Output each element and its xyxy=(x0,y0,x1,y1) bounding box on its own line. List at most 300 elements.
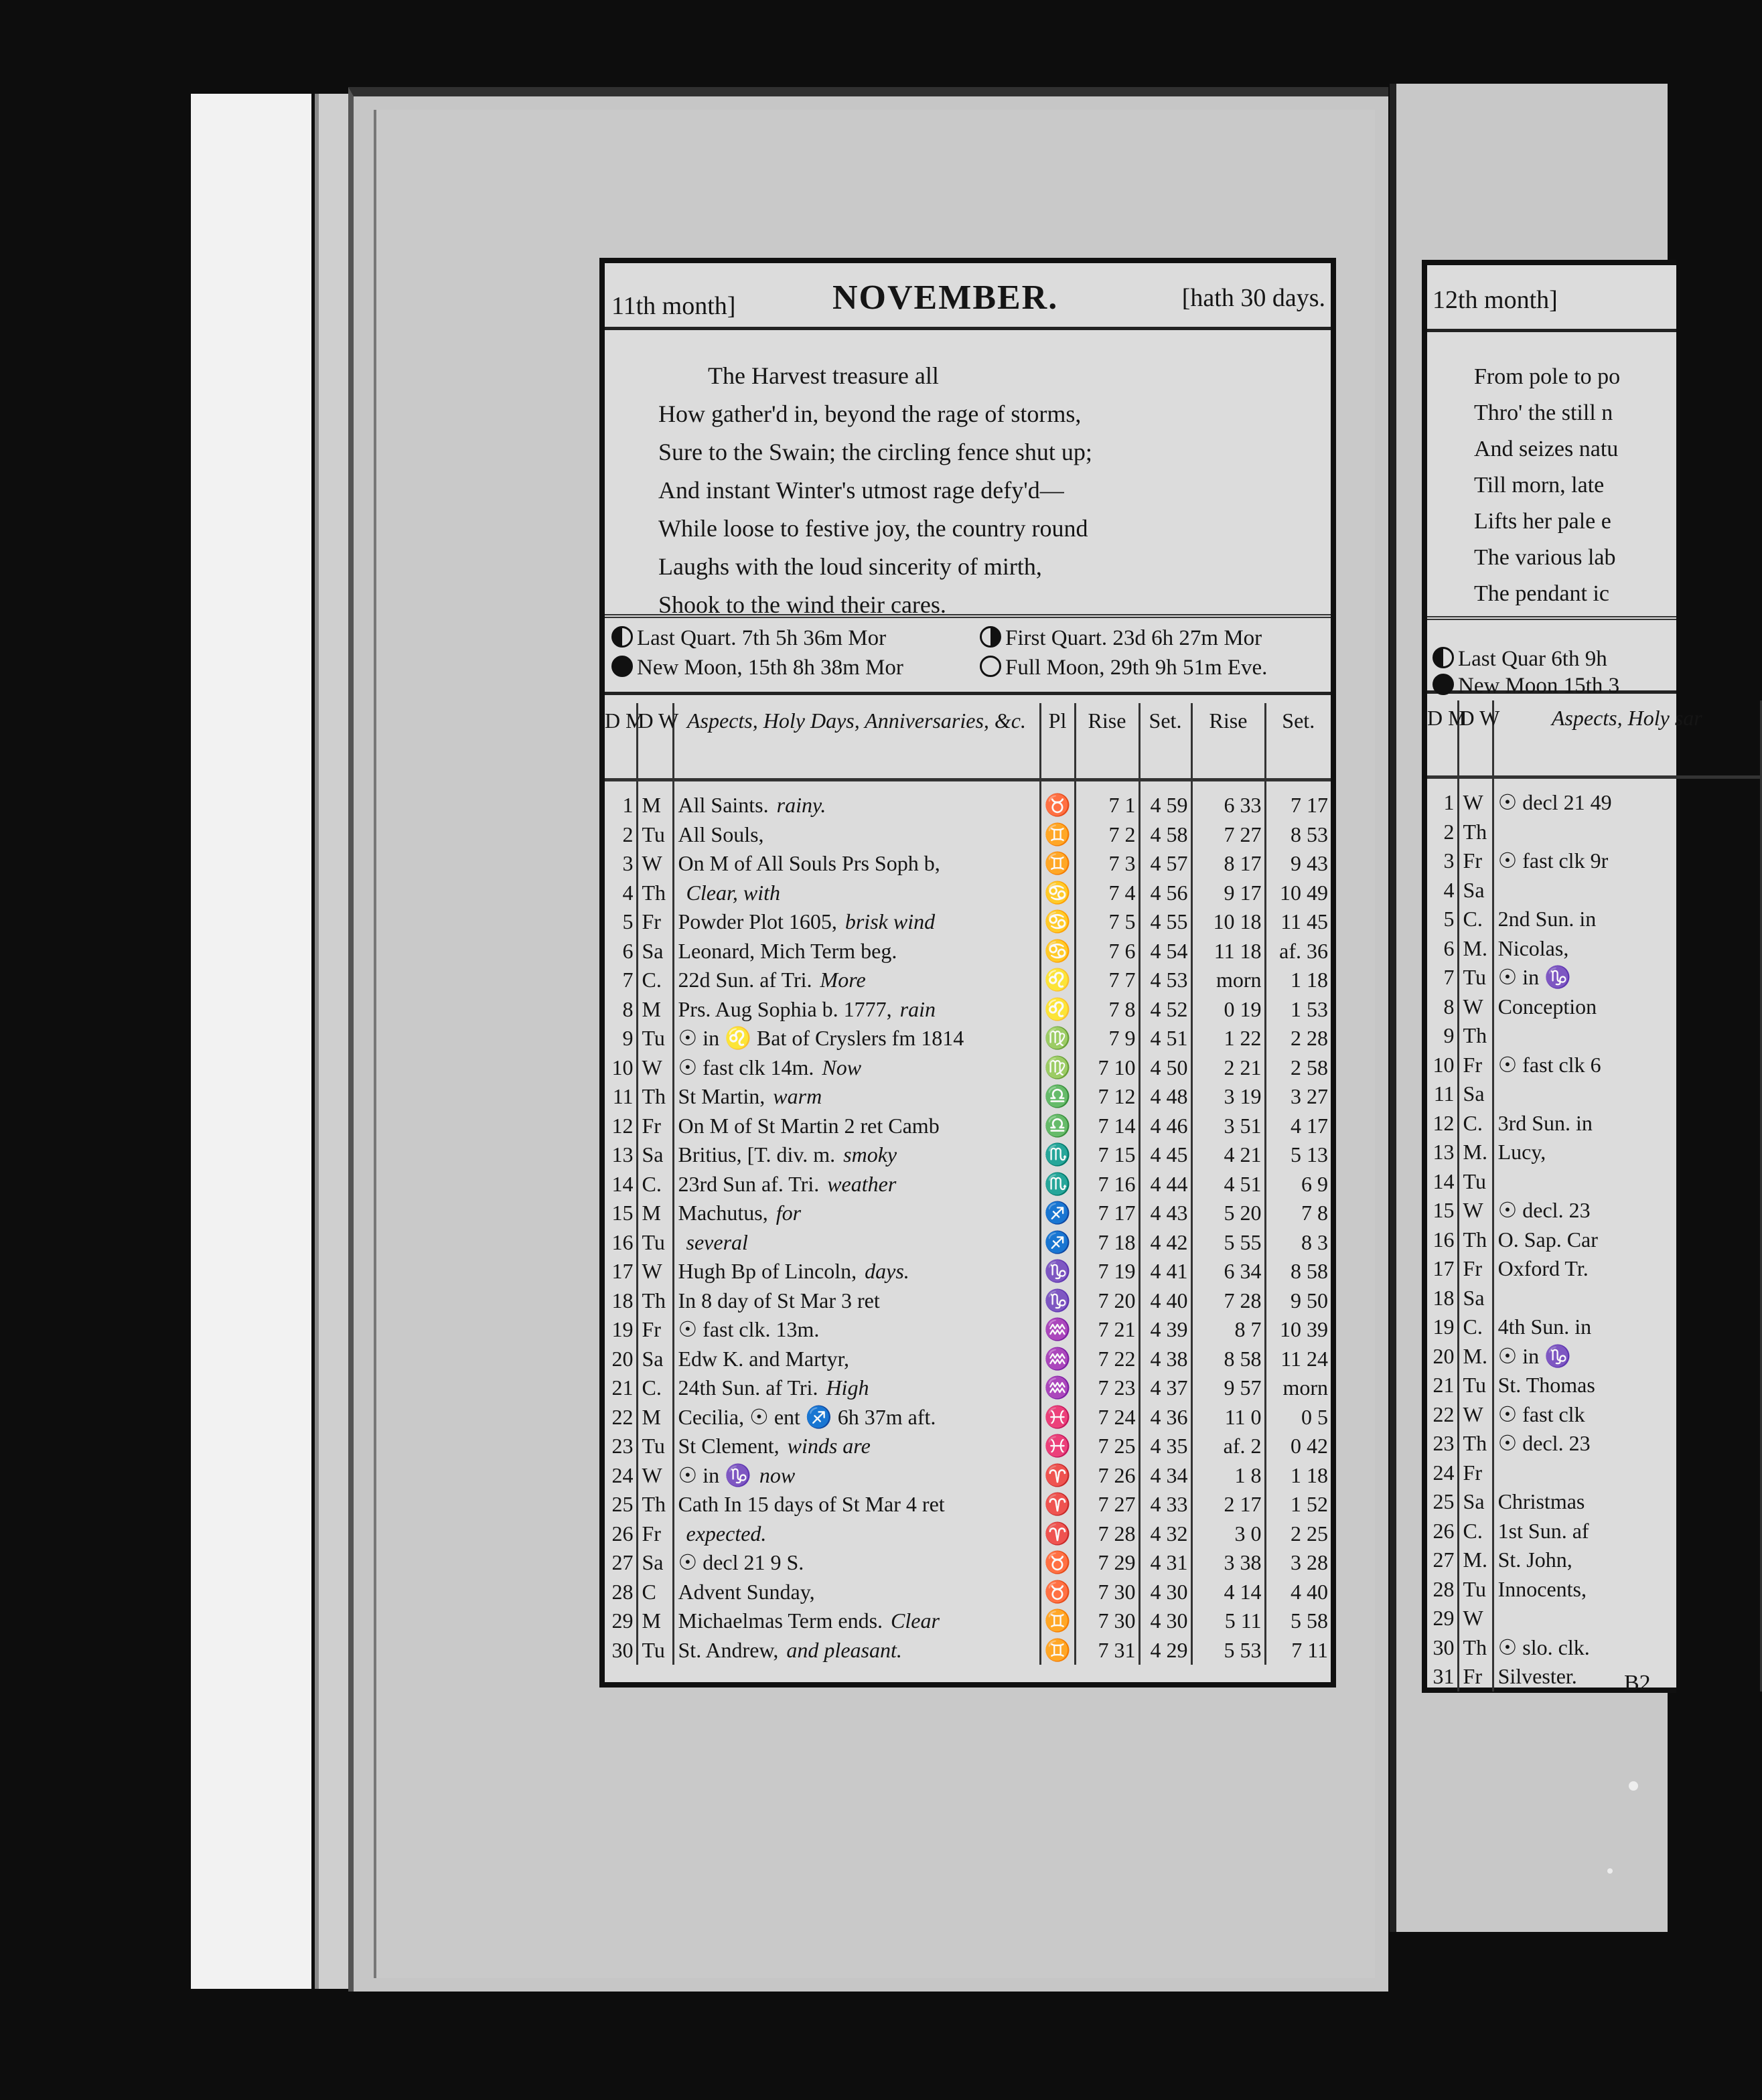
aspects-cell xyxy=(673,995,1040,1025)
sun-set-cell: 4 30 xyxy=(1139,1606,1191,1636)
table-row xyxy=(1427,1051,1761,1080)
day-of-week: Sa xyxy=(637,1345,673,1374)
day-of-month: 21 xyxy=(605,1373,637,1403)
day-of-week: Th xyxy=(637,879,673,908)
table-row xyxy=(605,937,1331,966)
day-of-month: 23 xyxy=(605,1432,637,1461)
day-of-month: 25 xyxy=(605,1490,637,1519)
page-edge xyxy=(315,94,352,1989)
aspects-cell xyxy=(673,1490,1040,1519)
moon-set-cell: 7 17 xyxy=(1291,793,1328,817)
poem-line: From pole to po xyxy=(1474,364,1621,389)
moon-set-cell: 11 24 xyxy=(1280,1346,1328,1371)
table-row xyxy=(1427,876,1761,905)
aspect-text: St Clement, xyxy=(678,1434,780,1458)
day-of-month: 28 xyxy=(1427,1575,1458,1604)
moon-set-cell: 11 45 xyxy=(1280,909,1328,933)
aspect-text: In 8 day of St Mar 3 ret xyxy=(678,1288,880,1312)
day-of-month: 3 xyxy=(1427,846,1458,876)
sun-rise-cell: 7 22 xyxy=(1075,1345,1139,1374)
table-row xyxy=(605,1170,1331,1199)
month-number: 11th month] xyxy=(611,292,736,320)
table-row xyxy=(605,1490,1331,1519)
moon-set-cell: morn xyxy=(1282,1375,1328,1400)
day-of-week: M. xyxy=(1458,1342,1493,1371)
aspect-text: All Saints. xyxy=(678,793,769,817)
phase-full-moon xyxy=(980,656,1267,680)
moon-set-cell: 4 40 xyxy=(1291,1579,1328,1604)
phase-text: New Moon 15th 3 xyxy=(1458,674,1620,698)
day-of-week: Tu xyxy=(1458,1167,1493,1197)
sun-rise-cell: 7 23 xyxy=(1075,1373,1139,1403)
day-of-month: 11 xyxy=(1427,1079,1458,1109)
aspects-cell: 4th Sun. in xyxy=(1493,1312,1761,1342)
table-row xyxy=(1427,963,1761,992)
almanac-header xyxy=(1427,265,1676,332)
aspects-cell: 1st Sun. af xyxy=(1493,1517,1761,1546)
sun-rise-cell: 7 25 xyxy=(1075,1432,1139,1461)
aspect-text: ☉ fast clk. 13m. xyxy=(678,1317,820,1341)
aspects-cell xyxy=(673,1606,1040,1636)
day-of-month: 6 xyxy=(605,937,637,966)
aspects-cell xyxy=(673,1345,1040,1374)
moon-rise-cell: 11 0 xyxy=(1191,1403,1265,1432)
moon-rise-cell: 11 18 xyxy=(1191,937,1265,966)
day-of-month: 9 xyxy=(605,1024,637,1053)
table-row xyxy=(1427,1225,1761,1255)
sun-set-cell: 4 31 xyxy=(1139,1548,1191,1578)
aspect-text: ☉ decl 21 9 S. xyxy=(678,1550,804,1574)
moon-rise-cell: 5 55 xyxy=(1191,1228,1265,1258)
aspect-text: ☉ fast clk 14m. xyxy=(678,1055,814,1079)
phase-text: Last Quart. 7th 5h 36m Mor xyxy=(637,626,887,650)
table-row xyxy=(1427,1079,1761,1109)
new-moon-icon xyxy=(1433,674,1454,695)
aspects-cell: Innocents, xyxy=(1493,1575,1761,1604)
aspects-cell: Nicolas, xyxy=(1493,934,1761,964)
planet-sign: ♋ xyxy=(1040,907,1075,937)
aspect-text: 22d Sun. af Tri. xyxy=(678,968,812,992)
aspects-cell xyxy=(673,1578,1040,1607)
aspect-text: St. Andrew, xyxy=(678,1637,779,1662)
phase-new-moon xyxy=(1433,672,1676,699)
col-day-week: D W xyxy=(637,703,673,780)
phase-last-quarter xyxy=(611,626,886,651)
day-of-week: M. xyxy=(1458,1138,1493,1167)
table-row xyxy=(605,1228,1331,1258)
sun-rise-cell: 7 16 xyxy=(1075,1170,1139,1199)
day-of-month: 8 xyxy=(1427,992,1458,1022)
day-of-month: 24 xyxy=(1427,1458,1458,1488)
table-row xyxy=(605,1578,1331,1607)
day-of-month: 14 xyxy=(1427,1167,1458,1197)
table-row xyxy=(605,1024,1331,1053)
day-of-week: Th xyxy=(637,1082,673,1112)
poem-line: And seizes natu xyxy=(1474,437,1619,461)
planet-sign: ♓ xyxy=(1040,1403,1075,1432)
sun-rise-cell: 7 30 xyxy=(1075,1606,1139,1636)
sun-rise-cell: 7 19 xyxy=(1075,1257,1139,1286)
last-quarter-moon-icon xyxy=(611,626,633,648)
moon-set-cell: 5 58 xyxy=(1291,1608,1328,1633)
day-of-week: Sa xyxy=(637,1548,673,1578)
day-of-month: 15 xyxy=(1427,1196,1458,1225)
day-of-week: W xyxy=(1458,777,1493,818)
moon-set-cell: 1 53 xyxy=(1291,996,1328,1021)
day-of-month: 22 xyxy=(1427,1400,1458,1430)
december-almanac xyxy=(1422,260,1702,1693)
aspects-cell: 2nd Sun. in xyxy=(1493,905,1761,934)
table-row xyxy=(1427,1167,1761,1197)
planet-sign: ♒ xyxy=(1040,1373,1075,1403)
signature-mark: B2 xyxy=(1624,1671,1651,1696)
sun-rise-cell: 7 15 xyxy=(1075,1140,1139,1170)
table-row xyxy=(605,1257,1331,1286)
aspects-cell xyxy=(673,1228,1040,1258)
moon-rise-cell: 5 20 xyxy=(1191,1199,1265,1228)
sun-rise-cell: 7 20 xyxy=(1075,1286,1139,1316)
new-moon-icon xyxy=(611,656,633,677)
weather-note: Clear, with xyxy=(686,880,780,905)
day-of-month: 10 xyxy=(1427,1051,1458,1080)
month-title: NOVEMBER. xyxy=(832,279,1059,317)
table-row xyxy=(605,1315,1331,1345)
moon-set-cell: 8 3 xyxy=(1301,1229,1328,1254)
day-of-month: 2 xyxy=(1427,818,1458,847)
moon-rise-cell: 7 27 xyxy=(1191,820,1265,850)
aspects-cell: Conception xyxy=(1493,992,1761,1022)
speck xyxy=(1629,1781,1638,1791)
table-row xyxy=(1427,1196,1761,1225)
day-of-week: Tu xyxy=(637,1432,673,1461)
day-of-week: Tu xyxy=(637,1024,673,1053)
table-row xyxy=(1427,934,1761,964)
weather-note: and pleasant. xyxy=(786,1637,902,1662)
moon-rise-cell: 9 57 xyxy=(1191,1373,1265,1403)
moon-set-cell: 10 39 xyxy=(1280,1317,1328,1341)
table-row xyxy=(605,1606,1331,1636)
aspects-cell: ☉ decl. 23 xyxy=(1493,1196,1761,1225)
aspects-cell xyxy=(673,849,1040,879)
day-of-month: 30 xyxy=(605,1636,637,1665)
day-of-month: 8 xyxy=(605,995,637,1025)
day-of-week: M xyxy=(637,995,673,1025)
day-of-month: 2 xyxy=(605,820,637,850)
moon-set-cell: 2 58 xyxy=(1291,1055,1328,1079)
poem-line: Shook to the wind their cares. xyxy=(658,591,946,618)
sun-rise-cell: 7 7 xyxy=(1075,966,1139,995)
sun-set-cell: 4 33 xyxy=(1139,1490,1191,1519)
day-of-week: Tu xyxy=(637,820,673,850)
table-row xyxy=(605,1112,1331,1141)
weather-note: winds are xyxy=(787,1434,871,1458)
aspect-text: St Martin, xyxy=(678,1084,765,1108)
day-of-week: Th xyxy=(637,1286,673,1316)
day-of-week: Fr xyxy=(637,1519,673,1549)
sun-rise-cell: 7 1 xyxy=(1075,780,1139,820)
planet-sign: ♉ xyxy=(1040,1578,1075,1607)
table-row xyxy=(1427,818,1761,847)
day-of-week: W xyxy=(1458,1400,1493,1430)
moon-rise-cell: 6 34 xyxy=(1191,1257,1265,1286)
aspect-text: ☉ in ♌ Bat of Cryslers fm 1814 xyxy=(678,1026,964,1050)
moon-set-cell: 3 28 xyxy=(1291,1550,1328,1574)
col-aspects: Aspects, Holy Days, Anniversaries, &c. xyxy=(673,703,1040,780)
day-of-month: 27 xyxy=(605,1548,637,1578)
moon-rise-cell: 5 11 xyxy=(1191,1606,1265,1636)
sun-set-cell: 4 36 xyxy=(1139,1403,1191,1432)
weather-note: for xyxy=(776,1201,802,1225)
day-of-week: M. xyxy=(1458,934,1493,964)
planet-sign: ♋ xyxy=(1040,879,1075,908)
day-of-week: Tu xyxy=(1458,963,1493,992)
table-row xyxy=(605,995,1331,1025)
weather-note: several xyxy=(686,1229,748,1254)
day-of-month: 16 xyxy=(605,1228,637,1258)
aspects-cell xyxy=(673,966,1040,995)
moon-rise-cell: 2 21 xyxy=(1191,1053,1265,1083)
day-of-week: W xyxy=(637,1053,673,1083)
day-of-month: 9 xyxy=(1427,1021,1458,1051)
table-row xyxy=(1427,1254,1761,1284)
table-row xyxy=(605,907,1331,937)
day-of-week: Th xyxy=(1458,1225,1493,1255)
table-row xyxy=(605,1199,1331,1228)
table-row xyxy=(1427,1021,1761,1051)
day-of-week: W xyxy=(637,849,673,879)
sun-set-cell: 4 45 xyxy=(1139,1140,1191,1170)
day-of-week: Tu xyxy=(637,1636,673,1665)
planet-sign: ♐ xyxy=(1040,1199,1075,1228)
aspects-cell xyxy=(673,1315,1040,1345)
aspect-text: Advent Sunday, xyxy=(678,1579,815,1604)
days-count: [hath 30 days. xyxy=(1181,284,1325,312)
day-of-week: W xyxy=(1458,1604,1493,1633)
aspects-cell xyxy=(673,1053,1040,1083)
col-sun-set: Set. xyxy=(1139,703,1191,780)
aspects-cell xyxy=(673,1461,1040,1491)
sun-set-cell: 4 50 xyxy=(1139,1053,1191,1083)
phase-last-quarter xyxy=(1433,646,1676,672)
day-of-week: W xyxy=(637,1257,673,1286)
sun-rise-cell: 7 30 xyxy=(1075,1578,1139,1607)
sun-rise-cell: 7 2 xyxy=(1075,820,1139,850)
table-row xyxy=(605,1403,1331,1432)
planet-sign: ♓ xyxy=(1040,1432,1075,1461)
table-row xyxy=(605,1373,1331,1403)
day-of-week: W xyxy=(637,1461,673,1491)
day-of-week: Sa xyxy=(1458,1487,1493,1517)
table-row xyxy=(1427,1284,1761,1313)
planet-sign: ♍ xyxy=(1040,1053,1075,1083)
sun-rise-cell: 7 24 xyxy=(1075,1403,1139,1432)
moon-set-cell: 7 8 xyxy=(1301,1201,1328,1225)
poem-line: Lifts her pale e xyxy=(1474,509,1611,534)
moon-rise-cell: 3 0 xyxy=(1191,1519,1265,1549)
day-of-week: Fr xyxy=(637,907,673,937)
table-row xyxy=(1427,777,1761,818)
aspects-cell xyxy=(1493,1604,1761,1633)
moon-rise-cell: 10 18 xyxy=(1191,907,1265,937)
day-of-week: Th xyxy=(1458,1633,1493,1663)
day-of-week: Th xyxy=(1458,818,1493,847)
col-day-month: D M xyxy=(605,703,637,780)
sun-rise-cell: 7 6 xyxy=(1075,937,1139,966)
aspects-cell xyxy=(673,1199,1040,1228)
col-planet: Pl xyxy=(1040,703,1075,780)
moon-rise-cell: 9 17 xyxy=(1191,879,1265,908)
day-of-month: 1 xyxy=(605,780,637,820)
day-of-week: Fr xyxy=(1458,1662,1493,1692)
planet-sign: ♊ xyxy=(1040,820,1075,850)
table-row xyxy=(1427,1429,1761,1458)
day-of-week: Th xyxy=(637,1490,673,1519)
day-of-week: Tu xyxy=(1458,1575,1493,1604)
day-of-month: 17 xyxy=(1427,1254,1458,1284)
sun-rise-cell: 7 12 xyxy=(1075,1082,1139,1112)
day-of-month: 10 xyxy=(605,1053,637,1083)
day-of-week: C xyxy=(637,1578,673,1607)
table-row xyxy=(1427,1633,1761,1663)
day-of-month: 16 xyxy=(1427,1225,1458,1255)
sun-set-cell: 4 54 xyxy=(1139,937,1191,966)
phase-first-quarter xyxy=(980,626,1262,651)
aspect-text: Edw K. and Martyr, xyxy=(678,1346,850,1371)
table-row xyxy=(605,1432,1331,1461)
sun-set-cell: 4 41 xyxy=(1139,1257,1191,1286)
aspects-cell xyxy=(673,1519,1040,1549)
aspects-cell: St. John, xyxy=(1493,1546,1761,1575)
sun-set-cell: 4 32 xyxy=(1139,1519,1191,1549)
month-number: 12th month] xyxy=(1433,286,1558,314)
sun-set-cell: 4 30 xyxy=(1139,1578,1191,1607)
sun-set-cell: 4 55 xyxy=(1139,907,1191,937)
aspects-cell xyxy=(673,1403,1040,1432)
sun-set-cell: 4 29 xyxy=(1139,1636,1191,1665)
aspects-cell xyxy=(673,1286,1040,1316)
aspect-text: On M of All Souls Prs Soph b, xyxy=(678,851,940,875)
weather-note: brisk wind xyxy=(845,909,936,933)
table-row xyxy=(605,966,1331,995)
day-of-week: Th xyxy=(1458,1429,1493,1458)
aspect-text: Prs. Aug Sophia b. 1777, xyxy=(678,996,892,1021)
aspects-cell: Silvester. xyxy=(1493,1662,1761,1692)
moon-rise-cell: 1 22 xyxy=(1191,1024,1265,1053)
day-of-week: Fr xyxy=(637,1315,673,1345)
day-of-month: 24 xyxy=(605,1461,637,1491)
aspects-cell: Oxford Tr. xyxy=(1493,1254,1761,1284)
moon-rise-cell: 8 58 xyxy=(1191,1345,1265,1374)
weather-note: Now xyxy=(822,1055,862,1079)
table-row xyxy=(1427,1400,1761,1430)
table-row xyxy=(1427,1312,1761,1342)
day-of-month: 4 xyxy=(1427,876,1458,905)
day-of-week: Fr xyxy=(637,1112,673,1141)
weather-note: More xyxy=(820,968,866,992)
aspects-cell xyxy=(673,879,1040,908)
aspect-text: Powder Plot 1605, xyxy=(678,909,837,933)
day-of-month: 18 xyxy=(1427,1284,1458,1313)
sun-set-cell: 4 39 xyxy=(1139,1315,1191,1345)
day-of-week: C. xyxy=(637,1373,673,1403)
aspects-cell: ☉ fast clk 6 xyxy=(1493,1051,1761,1080)
day-of-week: C. xyxy=(1458,1109,1493,1138)
poem-line: The pendant ic xyxy=(1474,581,1610,606)
sun-set-cell: 4 52 xyxy=(1139,995,1191,1025)
moon-phases xyxy=(605,618,1331,695)
day-of-month: 12 xyxy=(1427,1109,1458,1138)
aspects-cell: O. Sap. Car xyxy=(1493,1225,1761,1255)
sun-set-cell: 4 38 xyxy=(1139,1345,1191,1374)
moon-set-cell: 5 13 xyxy=(1291,1142,1328,1167)
day-of-month: 26 xyxy=(605,1519,637,1549)
table-row xyxy=(1427,905,1761,934)
day-of-week: W xyxy=(1458,992,1493,1022)
day-of-week: M xyxy=(637,1403,673,1432)
sun-rise-cell: 7 28 xyxy=(1075,1519,1139,1549)
moon-set-cell: 1 52 xyxy=(1291,1492,1328,1516)
weather-note: rain xyxy=(899,996,936,1021)
sun-set-cell: 4 46 xyxy=(1139,1112,1191,1141)
day-of-month: 15 xyxy=(605,1199,637,1228)
poem-line: The various lab xyxy=(1474,545,1616,570)
col-day-month: D M xyxy=(1427,700,1458,777)
weather-note: smoky xyxy=(843,1142,897,1167)
day-of-month: 12 xyxy=(605,1112,637,1141)
table-row xyxy=(1427,1138,1761,1167)
poem-line: Thro' the still n xyxy=(1474,400,1613,425)
moon-set-cell: 6 9 xyxy=(1301,1171,1328,1196)
moon-set-cell: 3 27 xyxy=(1291,1084,1328,1108)
phase-new-moon xyxy=(611,656,903,680)
planet-sign: ♋ xyxy=(1040,937,1075,966)
aspect-text: 24th Sun. af Tri. xyxy=(678,1375,818,1400)
aspects-cell xyxy=(673,1170,1040,1199)
moon-rise-cell: 3 19 xyxy=(1191,1082,1265,1112)
aspect-text: Cath In 15 days of St Mar 4 ret xyxy=(678,1492,945,1516)
sun-set-cell: 4 44 xyxy=(1139,1170,1191,1199)
sun-set-cell: 4 56 xyxy=(1139,879,1191,908)
moon-rise-cell: 5 53 xyxy=(1191,1636,1265,1665)
almanac-header xyxy=(605,263,1331,330)
aspects-cell xyxy=(673,907,1040,937)
table-row xyxy=(1427,1342,1761,1371)
day-of-month: 6 xyxy=(1427,934,1458,964)
sun-rise-cell: 7 31 xyxy=(1075,1636,1139,1665)
moon-set-cell: 9 43 xyxy=(1291,851,1328,875)
day-of-month: 4 xyxy=(605,879,637,908)
phase-text: First Quart. 23d 6h 27m Mor xyxy=(1005,626,1262,650)
poem xyxy=(605,330,1331,618)
day-of-week: Sa xyxy=(1458,876,1493,905)
day-of-month: 13 xyxy=(605,1140,637,1170)
weather-note: High xyxy=(826,1375,869,1400)
sun-set-cell: 4 35 xyxy=(1139,1432,1191,1461)
sun-set-cell: 4 40 xyxy=(1139,1286,1191,1316)
sun-set-cell: 4 37 xyxy=(1139,1373,1191,1403)
aspects-cell xyxy=(673,1636,1040,1665)
day-of-month: 21 xyxy=(1427,1371,1458,1400)
moon-rise-cell: morn xyxy=(1191,966,1265,995)
sun-set-cell: 4 59 xyxy=(1139,780,1191,820)
col-day-week: D W xyxy=(1458,700,1493,777)
planet-sign: ♎ xyxy=(1040,1082,1075,1112)
day-of-month: 20 xyxy=(1427,1342,1458,1371)
moon-set-cell: 8 58 xyxy=(1291,1259,1328,1283)
planet-sign: ♊ xyxy=(1040,1636,1075,1665)
aspects-cell xyxy=(673,1548,1040,1578)
moon-rise-cell: 4 51 xyxy=(1191,1170,1265,1199)
